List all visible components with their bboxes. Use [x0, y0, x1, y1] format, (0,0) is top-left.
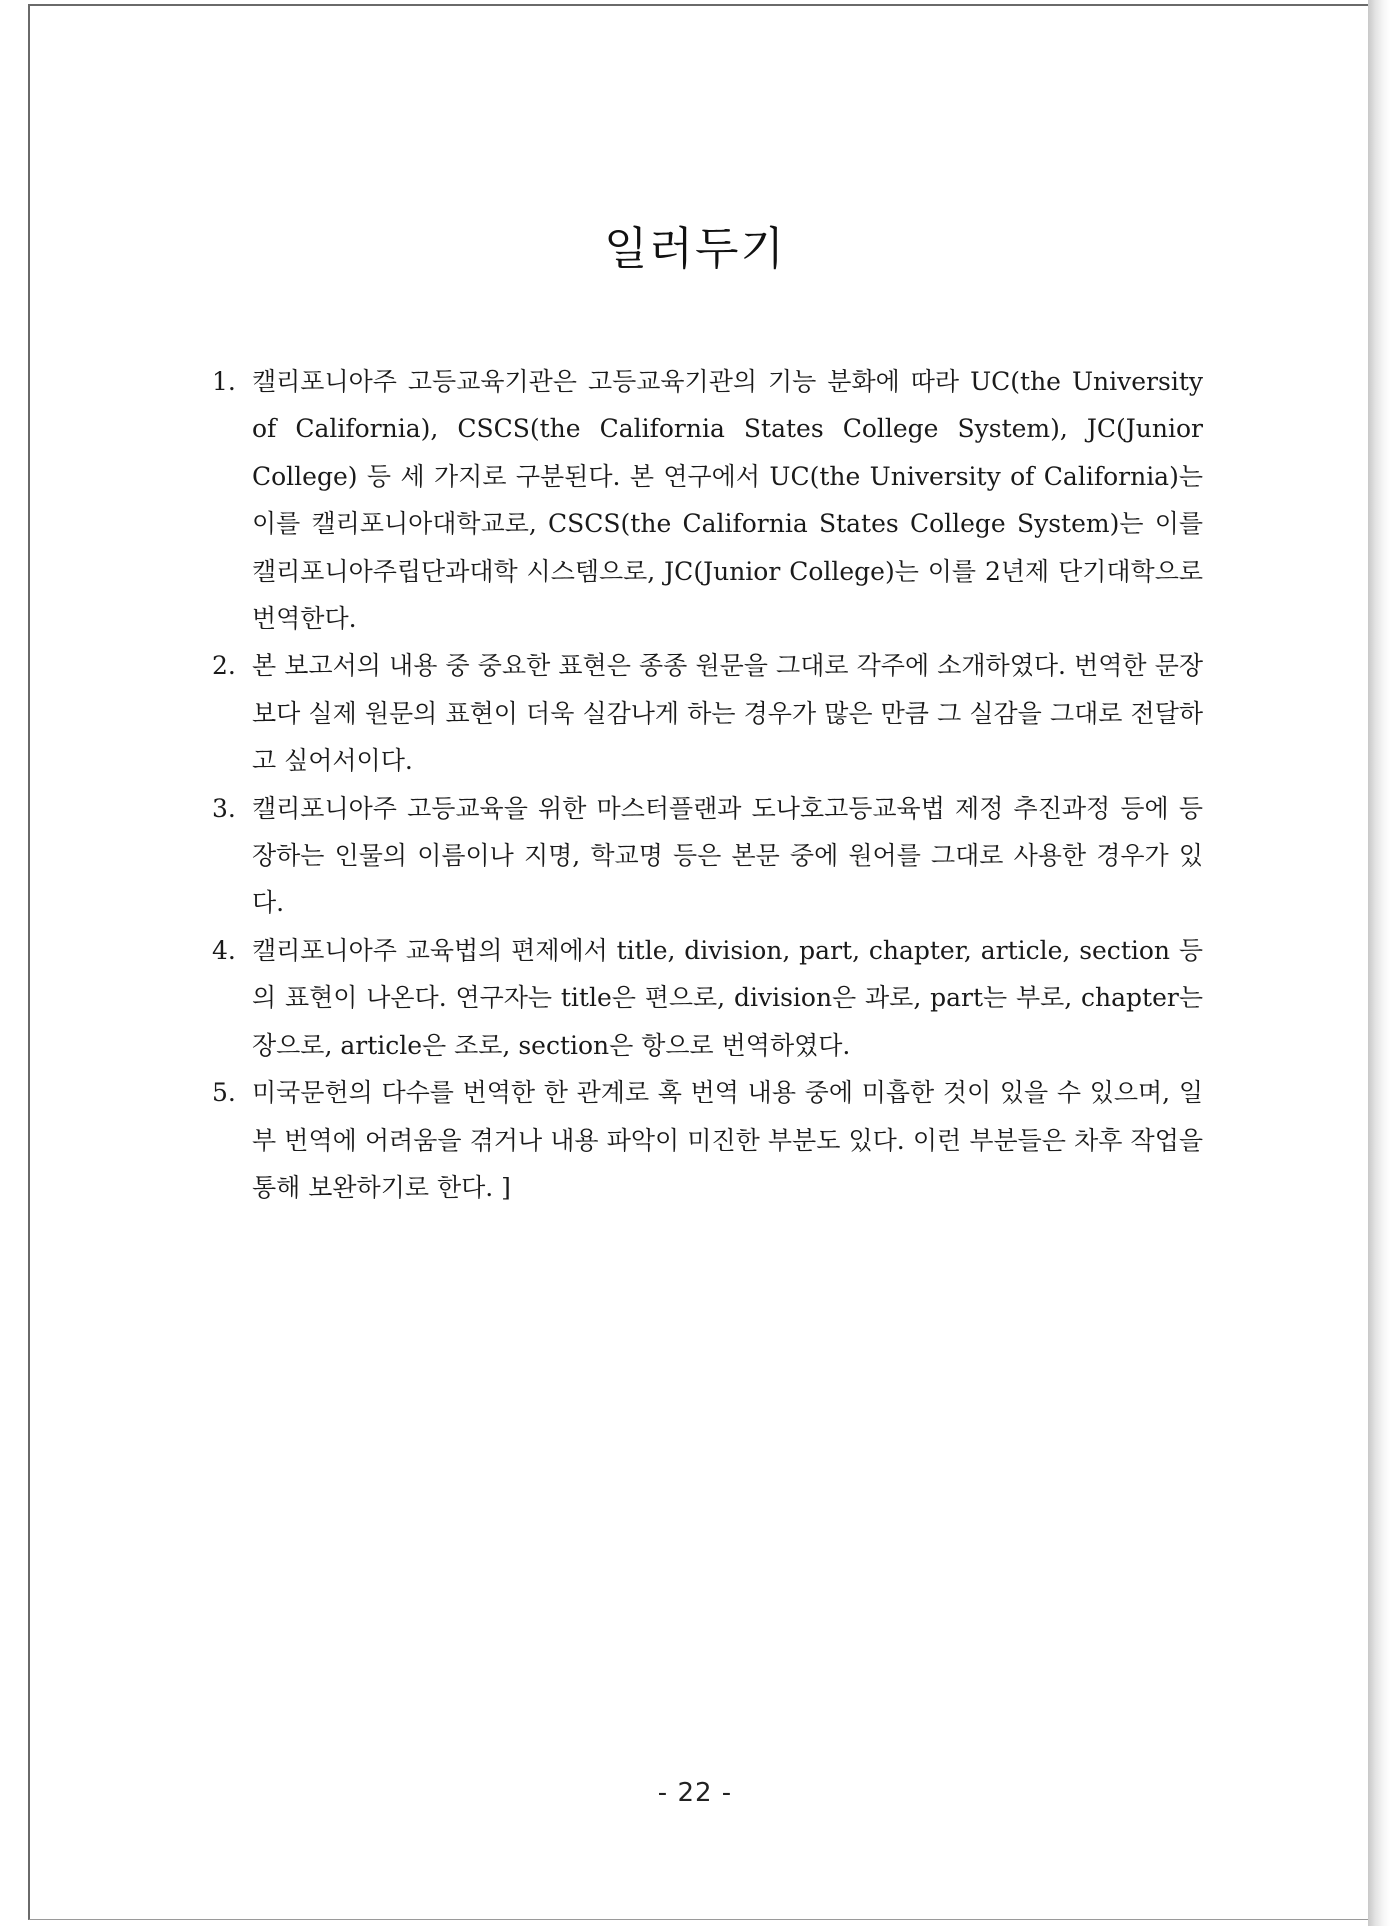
note-text: 캘리포니아주 고등교육을 위한 마스터플랜과 도나호고등교육법 제정 추진과정 등에 등장하는 인물의 이름이나 지명, 학교명 등은 본문 중에 원어를 그대로 사용한 경우가 있다.: [252, 793, 1203, 918]
note-text: 미국문헌의 다수를 번역한 한 관계로 혹 번역 내용 중에 미흡한 것이 있을 수 있으며, 일부 번역에 어려움을 겪거나 내용 파악이 미진한 부분도 있다. 이런 부분들은 차후 작업을 통해 보완하기로 한다. ]: [252, 1078, 1203, 1202]
page-title: 일러두기: [604, 222, 786, 275]
list-item: [212, 785, 1203, 927]
note-number: 4.: [212, 935, 236, 965]
list-item: [212, 358, 1203, 642]
note-text: 캘리포니아주 교육법의 편제에서 title, division, part, chapter, article, section 등의 표현이 나온다. 연구자는 title은 편으로, division은 과로, part는 부로, chapter는 장으로, article은 조로, section은 항으로 번역하였다.: [252, 935, 1203, 1060]
note-number: 5.: [212, 1078, 236, 1108]
note-number: 1.: [212, 367, 236, 396]
note-number: 3.: [212, 793, 236, 823]
list-item: [212, 1069, 1203, 1211]
list-item: [212, 642, 1203, 784]
page-number: - 22 -: [657, 1778, 733, 1808]
page-edge-shadow: [1368, 0, 1390, 1926]
note-text: 캘리포니아주 고등교육기관은 고등교육기관의 기능 분화에 따라 UC(the University of California), CSCS(the California States College System), JC(Junior College) 등 세 가지로 구분된다. 본 연구에서 UC(the University of California)는 이를 캘리포니아대학교로, CSCS(the California States College System)는 이를 캘리포니아주립단과대학 시스템으로, JC(Junior College)는 이를 2년제 단기대학으로 번역한다.: [252, 367, 1203, 634]
list-item: [212, 927, 1203, 1069]
note-number: 2.: [212, 651, 236, 681]
note-text: 본 보고서의 내용 중 중요한 표현은 종종 원문을 그대로 각주에 소개하였다. 번역한 문장보다 실제 원문의 표현이 더욱 실감나게 하는 경우가 많은 만큼 그 실감을 그대로 전달하고 싶어서이다.: [252, 651, 1203, 776]
notes-list: [212, 358, 1203, 1211]
